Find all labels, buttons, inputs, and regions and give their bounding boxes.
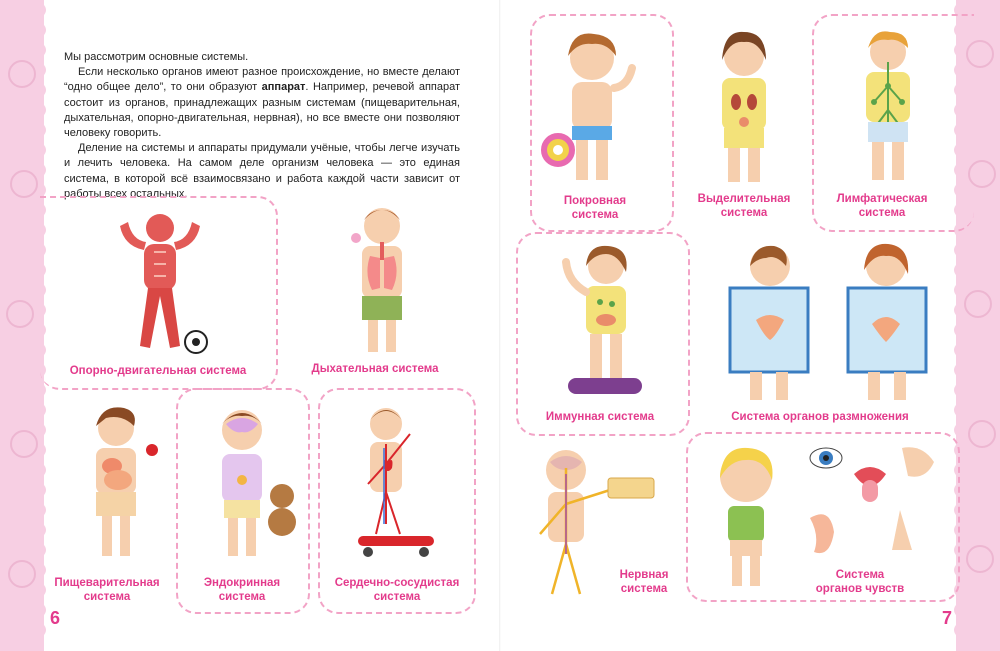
lymphatic-label: Лимфатическая система — [836, 193, 928, 219]
intro-paragraph: Деление на системы и аппараты придумали учёные, чтобы легче изучать и лечить человека. На самом деле организм человека — это единая система, в которой всё взаимосвязано и работа каждой части зависит от работы всех остальных. — [64, 142, 460, 200]
left-decorative-border — [0, 0, 44, 651]
intro-text-part: . Например, речевой аппарат состоит из органов, принадлежащих разным системам (пищеварительная, дыхательная, опорно-двигательная, нервная), но все вместе они позволяют человеку говорить. — [64, 81, 461, 140]
digestive-figure-illustration — [72, 404, 172, 564]
endocrine-figure-illustration — [196, 404, 300, 564]
cardiovascular-label: Сердечно-сосудистая система — [334, 577, 460, 603]
digestive-label: Пищеварительная система — [54, 577, 160, 603]
endocrine-label: Эндокринная система — [203, 577, 281, 603]
excretory-label: Выделительная система — [697, 193, 791, 219]
organ-motif-icon — [8, 560, 36, 588]
respiratory-figure-illustration — [334, 202, 424, 362]
integumentary-label: Покровная система — [563, 195, 627, 221]
organ-motif-icon — [966, 545, 994, 573]
muscle-figure-illustration — [110, 206, 210, 356]
immune-label: Иммунная система — [545, 411, 655, 423]
reproductive-label: Система органов размножения — [731, 411, 909, 423]
intro-text — [64, 50, 460, 202]
organ-motif-icon — [10, 430, 38, 458]
organ-motif-icon — [10, 170, 38, 198]
organ-motif-icon — [968, 420, 996, 448]
lymphatic-figure-illustration — [846, 26, 936, 186]
sensory-label: Система органов чувств — [815, 569, 905, 595]
intro-text-part: Если несколько органов имеют разное происхождение, но вместе делают “одно общее дело”, то они образуют — [64, 66, 460, 94]
excretory-figure-illustration — [700, 26, 790, 186]
cardiovascular-figure-illustration — [350, 404, 446, 564]
intro-paragraph: Мы рассмотрим основные системы. — [64, 51, 249, 63]
organ-motif-icon — [964, 290, 992, 318]
nervous-label: Нервная система — [619, 569, 669, 595]
page-number-right: 7 — [942, 608, 953, 628]
musculoskeletal-label: Опорно-двигательная система — [69, 365, 247, 377]
intro-paragraph — [64, 65, 460, 141]
organ-motif-icon — [6, 300, 34, 328]
organ-motif-icon — [8, 60, 36, 88]
intro-bold-term: аппарат — [261, 81, 306, 94]
book-spine — [499, 0, 501, 651]
integumentary-figure-illustration — [536, 26, 648, 186]
respiratory-label: Дыхательная система — [311, 363, 439, 375]
immune-figure-illustration — [560, 242, 650, 402]
page-number-left: 6 — [50, 608, 61, 628]
reproductive-figure-illustration — [726, 240, 936, 408]
